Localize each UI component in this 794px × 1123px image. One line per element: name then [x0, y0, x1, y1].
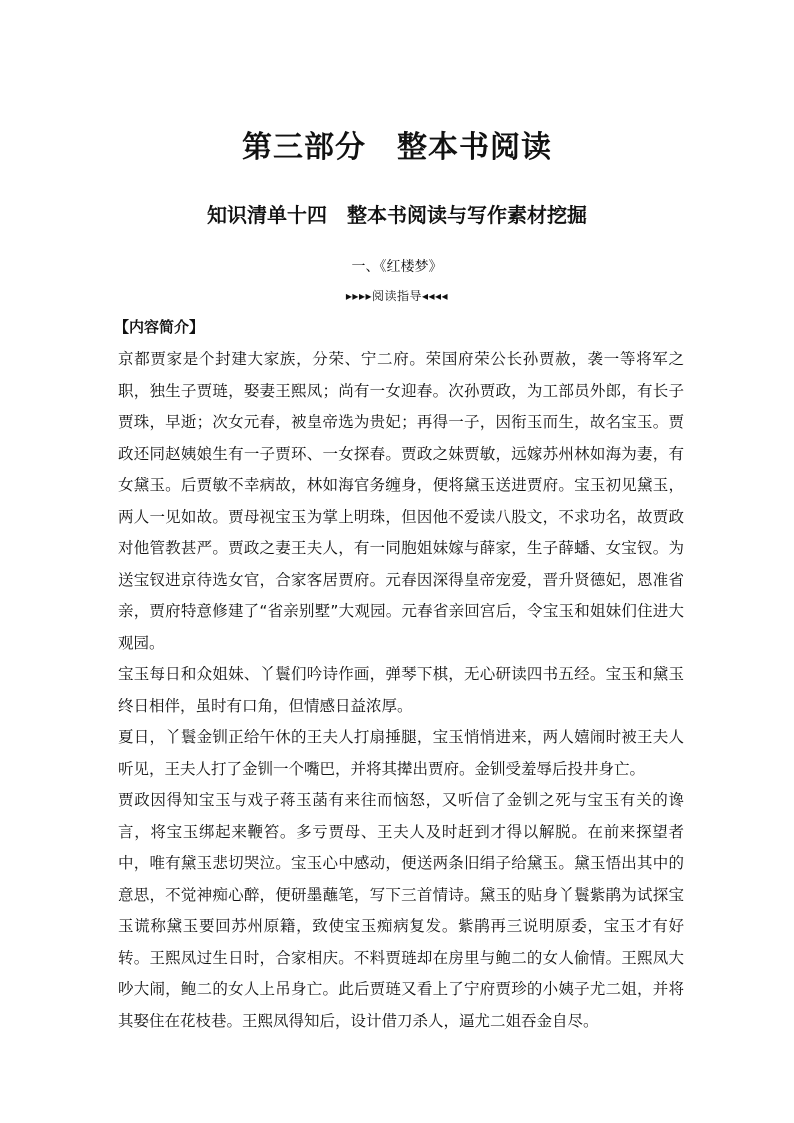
summary-body [118, 344, 684, 1037]
reading-guide-label: ▸▸▸▸阅读指导◂◂◂◂ [345, 289, 449, 303]
paragraph-family-background: 京都贾家是个封建大家族，分荣、宁二府。荣国府荣公长孙贾赦，袭一等将军之职，独生子贾琏，娶妻王熙凤；尚有一女迎春。次孙贾政，为工部员外郎，有长子贾珠，早逝；次女元春，被皇帝选为贵妃；再得一子，因衔玉而生，故名宝玉。贾政还同赵姨娘生有一子贾环、一女探春。贾政之妹贾敏，远嫁苏州林如海为妻，有女黛玉。后贾敏不幸病故，林如海官务缠身，便将黛玉送进贾府。宝玉初见黛玉，两人一见如故。贾母视宝玉为掌上明珠，但因他不爱读八股文，不求功名，故贾政对他管教甚严。贾政之妻王夫人，有一同胞姐妹嫁与薛家，生子薛蟠、女宝钗。为送宝钗进京待选女官，合家客居贾府。元春因深得皇帝宠爱，晋升贤德妃，恩准省亲，贾府特意修建了“省亲别墅”大观园。元春省亲回宫后，令宝玉和姐妹们住进大观园。 [118, 350, 684, 652]
paragraph-grand-view-garden-life: 宝玉每日和众姐妹、丫鬟们吟诗作画，弹琴下棋，无心研读四书五经。宝玉和黛玉终日相伴，虽时有口角，但情感日益浓厚。 [118, 665, 684, 715]
paragraph-baoyu-beaten: 贾政因得知宝玉与戏子蒋玉菡有来往而恼怒，又听信了金钏之死与宝玉有关的谗言，将宝玉绑起来鞭笞。多亏贾母、王夫人及时赶到才得以解脱。在前来探望者中，唯有黛玉悲切哭泣。宝玉心中感动，便送两条旧绢子给黛玉。黛玉悟出其中的意思，不觉神痴心醉，便研墨蘸笔，写下三首情诗。黛玉的贴身丫鬟紫鹃为试探宝玉谎称黛玉要回苏州原籍，致使宝玉痴病复发。紫鹃再三说明原委，宝玉才有好转。王熙凤过生日时，合家相庆。不料贾琏却在房里与鲍二的女人偷情。王熙凤大吵大闹，鲍二的女人上吊身亡。此后贾琏又看上了宁府贾珍的小姨子尤二姐，并将其娶住在花枝巷。王熙凤得知后，设计借刀杀人，逼尤二姐吞金自尽。 [118, 791, 684, 1030]
subsection-title: 一、《红楼梦》 [351, 259, 443, 275]
content-summary-label: 【内容简介】 [114, 318, 205, 336]
section-title: 知识清单十四 整本书阅读与写作素材挖掘 [207, 203, 587, 227]
paragraph-jinchuan-incident: 夏日，丫鬟金钏正给午休的王夫人打扇捶腿，宝玉悄悄进来，两人嬉闹时被王夫人听见，王夫人打了金钏一个嘴巴，并将其撵出贾府。金钏受羞辱后投井身亡。 [118, 728, 684, 778]
part-title: 第三部分 整本书阅读 [242, 130, 552, 165]
